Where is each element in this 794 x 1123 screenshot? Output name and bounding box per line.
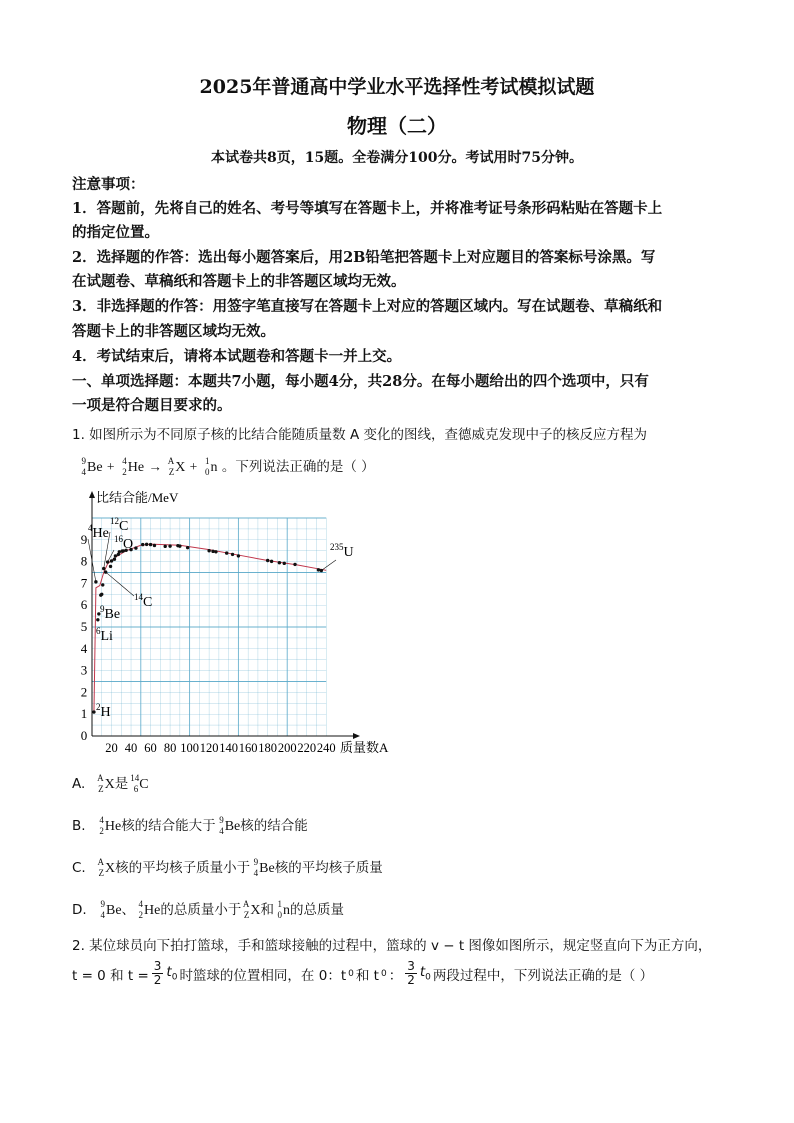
q2-stem-cont: t = 0 和 t = $\frac{3}{2}$ $t_0$ 时篮球的位置相同，在 0：t 0 和 t 0 ： $\frac{3}{2}$ $t_0$ 两段过程中，下列说法正确的是（ ） (72, 959, 654, 987)
y-axis-arrow (89, 491, 95, 498)
data-point (100, 593, 103, 596)
y-tick-label: 1 (80, 706, 88, 722)
data-point (317, 568, 320, 571)
note-line: 答题卡上的非答题区域均无效。 (72, 323, 275, 340)
x-tick-label: 40 (124, 741, 138, 755)
q1-stem-tail: 。下列说法正确的是（ ） (221, 459, 375, 475)
note-line: 3．非选择题的作答：用签字笔直接写在答题卡上对应的答题区域内。写在试题卷、草稿纸和 (72, 298, 663, 315)
nuclide-label: $^{12}$C (110, 516, 129, 534)
q1-stem: 1. 如图所示为不同原子核的比结合能随质量数 A 变化的图线，查德威克发现中子的核反应方程为 (72, 427, 647, 443)
nuclide-label: $^9$Be (100, 604, 121, 622)
chart-curve (94, 544, 326, 712)
nuclide-x: A Z X (167, 456, 186, 477)
chart-ylabel: 比结合能/MeV (96, 490, 179, 505)
exam-info: 本试卷共8页，15题。全卷满分100分。考试用时75分钟。 (211, 150, 583, 166)
data-point (134, 546, 137, 549)
y-tick-label: 8 (80, 553, 88, 569)
data-point (110, 559, 113, 562)
label-leader (106, 572, 134, 596)
q1-option-d[interactable]: D. 9 4 Be、 4 2 He的总质量小于 A Z X和 1 0 n的总质量 (72, 899, 344, 920)
x-tick-label: 160 (238, 741, 258, 755)
data-point (214, 550, 217, 553)
y-tick-label: 9 (80, 531, 88, 547)
x-tick-label: 140 (219, 741, 239, 755)
data-point (118, 550, 121, 553)
data-point (278, 561, 281, 564)
nuclide-label: $^2$H (96, 702, 111, 720)
y-tick-label: 3 (80, 662, 88, 678)
data-point (207, 549, 210, 552)
data-point (178, 544, 181, 547)
x-tick-label: 180 (258, 741, 278, 755)
note-line: 的指定位置。 (72, 224, 159, 241)
data-point (114, 554, 117, 557)
data-point (153, 544, 156, 547)
chart-points (92, 543, 323, 714)
chart-xlabel: 质量数A (340, 740, 389, 755)
x-tick-label: 80 (163, 741, 177, 755)
q1-equation-line: 9 4 Be + 4 2 He → A Z X + 1 0 n 。下列说法正确的是（ ） (81, 456, 375, 477)
q1-option-c[interactable]: C. A Z X核的平均核子质量小于 9 4 Be核的平均核子质量 (72, 857, 383, 878)
y-tick-label: 7 (80, 575, 88, 591)
note-line: 2．选择题的作答：选出每小题答案后，用2B铅笔把答题卡上对应题目的答案标号涂黑。写 (72, 249, 656, 266)
data-point (106, 560, 109, 563)
y-tick-label: 2 (80, 684, 88, 700)
q2-stem: 2. 某位球员向下拍打篮球，手和篮球接触的过程中，篮球的 v − t 图像如图所示，规定竖直向下为正方向， (72, 938, 712, 954)
x-tick-label: 20 (105, 741, 118, 755)
data-point (211, 550, 214, 553)
x-tick-label: 200 (277, 741, 297, 755)
fraction: $\frac{3}{2}$ (407, 959, 415, 987)
data-point (237, 554, 240, 557)
binding-energy-chart (72, 488, 389, 758)
note-line: 1．答题前，先将自己的姓名、考号等填写在答题卡上，并将准考证号条形码粘贴在答题卡上 (72, 200, 663, 217)
x-tick-label: 100 (180, 741, 199, 755)
nuclide-n: 1 0 n (205, 456, 218, 477)
notes-heading: 注意事项： (72, 176, 145, 193)
data-point (149, 543, 152, 546)
y-tick-label: 0 (80, 728, 88, 743)
x-tick-label: 220 (297, 741, 317, 755)
nuclide-be9: 9 4 Be (81, 456, 103, 477)
x-tick-label: 60 (144, 741, 157, 755)
x-axis-arrow (353, 733, 360, 739)
data-point (225, 551, 228, 554)
exam-title: 2025年普通高中学业水平选择性考试模拟试题 (199, 76, 595, 98)
x-tick-label: 120 (199, 741, 219, 755)
data-point (168, 544, 171, 547)
nuclide-label: $^{14}$C (134, 592, 153, 610)
note-line: 在试题卷、草稿纸和答题卡上的非答题区域均无效。 (72, 273, 406, 290)
data-point (109, 565, 112, 568)
data-point (96, 618, 99, 621)
y-tick-label: 4 (80, 640, 88, 656)
chart-axes (89, 491, 360, 739)
data-point (266, 559, 269, 562)
fraction: $\frac{3}{2}$ (153, 959, 162, 987)
chart-labels (88, 516, 354, 720)
data-point (270, 560, 273, 563)
x-tick-label: 240 (316, 741, 336, 755)
exam-subtitle: 物理（二） (347, 114, 447, 138)
data-point (186, 546, 189, 549)
nuclide-label: $^{235}$U (330, 542, 354, 560)
data-point (141, 543, 144, 546)
data-point (145, 543, 148, 546)
y-tick-label: 5 (80, 619, 88, 634)
data-point (113, 558, 116, 561)
section-heading: 一、单项选择题：本题共7小题，每小题4分，共28分。在每小题给出的四个选项中，只有 (72, 373, 649, 390)
nuclide-label: $^4$He (88, 523, 109, 541)
data-point (231, 553, 234, 556)
section-heading-cont: 一项是符合题目要求的。 (72, 397, 232, 414)
y-tick-label: 6 (80, 597, 88, 613)
nuclide-label: $^{16}$O (114, 534, 134, 552)
q1-option-a[interactable]: A. A Z X是 14 6 C (72, 773, 149, 794)
data-point (164, 545, 167, 548)
data-point (293, 563, 296, 566)
data-point (101, 583, 104, 586)
q1-option-b[interactable]: B. 4 2 He核的结合能大于 9 4 Be核的结合能 (72, 815, 308, 836)
note-line: 4．考试结束后，请将本试题卷和答题卡一并上交。 (72, 348, 402, 365)
nuclide-he4: 4 2 He (122, 456, 145, 477)
nuclide-label: $^6$Li (96, 626, 113, 644)
data-point (283, 562, 286, 565)
